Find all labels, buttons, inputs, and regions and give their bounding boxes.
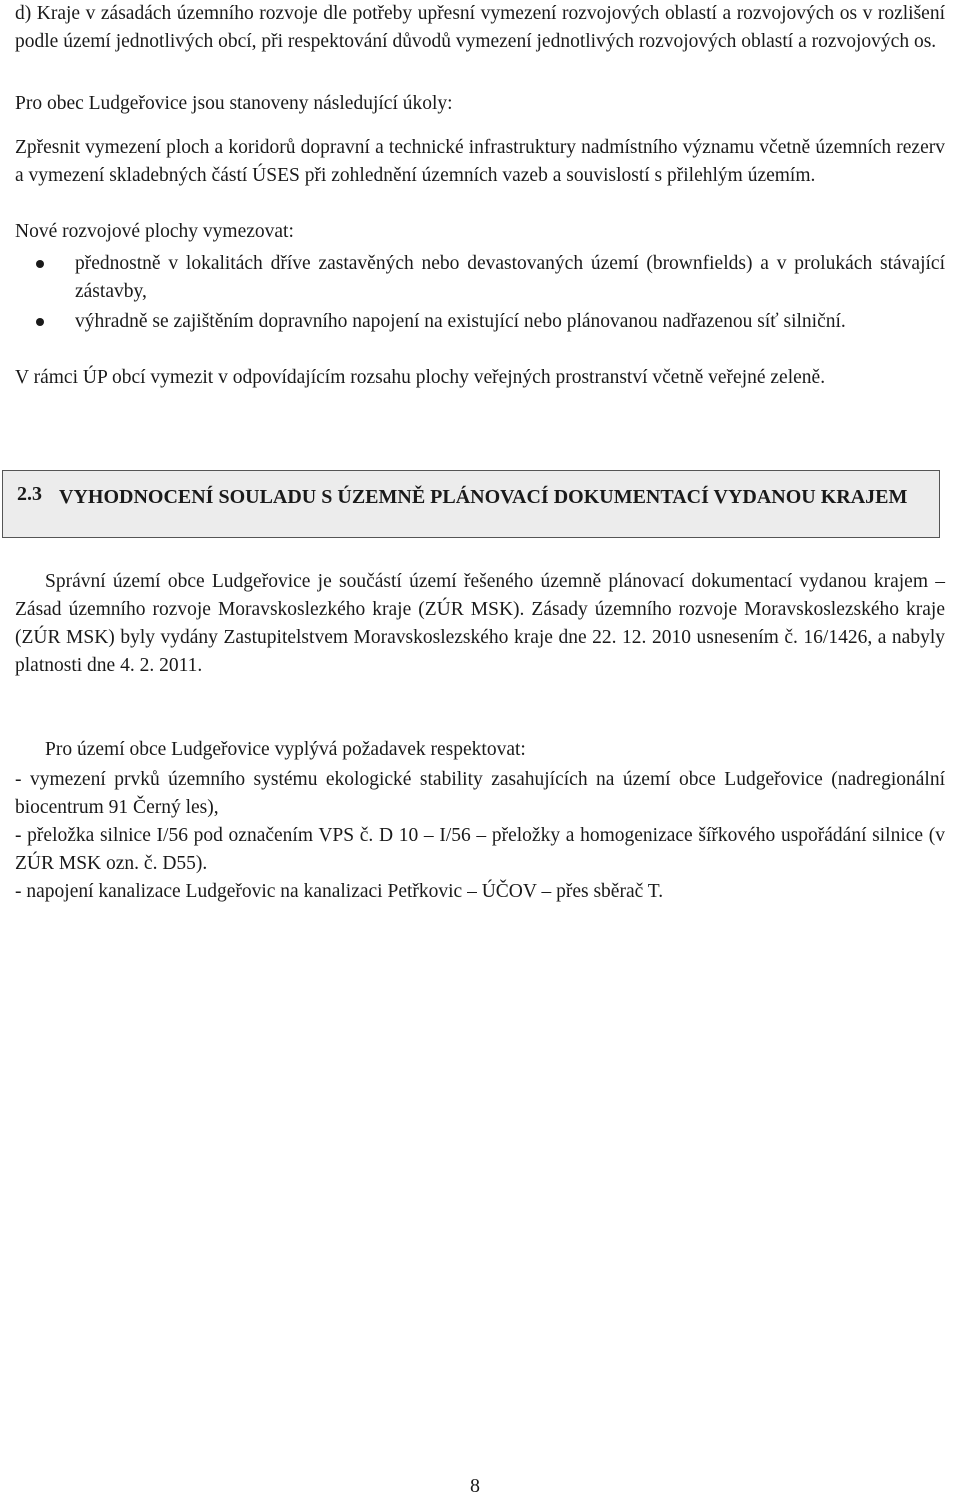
new-areas-intro-text: Nové rozvojové plochy vymezovat: [15,221,294,242]
tasks-intro [15,90,945,118]
requirements-list [15,766,945,906]
item-d-text: d) Kraje v zásadách územního rozvoje dle potřeby upřesní vymezení rozvojových oblastí a rozvojových os v rozlišení podle území jednotlivých obcí, při respektování důvodů vymezení jednotlivých rozvojových oblastí a rozvojových os. [15,3,945,52]
zur-paragraph [15,568,945,680]
page-number: 8 [470,1475,480,1497]
requirements-intro-text: Pro území obce Ludgeřovice vyplývá požadavek respektovat: [45,739,526,760]
new-areas-intro [15,218,945,246]
section-title: VYHODNOCENÍ SOULADU S ÚZEMNĚ PLÁNOVACÍ DOKUMENTACÍ VYDANOU KRAJEM [59,486,908,508]
list-item [15,308,945,336]
refine-text: Zpřesnit vymezení ploch a koridorů dopravní a technické infrastruktury nadmístního významu včetně územních rezerv a vymezení skladebných částí ÚSES při zohlednění územních vazeb a souvislostí s přilehlým územím. [15,137,945,186]
list-item: - přeložka silnice I/56 pod označením VPS č. D 10 – I/56 – přeložky a homogenizace šířkového uspořádání silnice (v ZÚR MSK ozn. č. D55). [15,825,945,874]
bullet-list [15,250,945,336]
section-number: 2.3 [17,483,42,505]
bullet-icon [36,260,44,268]
requirements-intro [15,736,945,764]
list-item [15,250,945,306]
list-item: - vymezení prvků územního systému ekologické stability zasahujících na území obce Ludgeřovice (nadregionální biocentrum 91 Černý les), [15,769,945,818]
section-heading [2,470,940,538]
public-spaces-paragraph [15,364,945,392]
zur-text: Správní území obce Ludgeřovice je součástí území řešeného územně plánovací dokumentací vydanou krajem – Zásad územního rozvoje Moravskoslezkého kraje (ZÚR MSK). Zásady územního rozvoje Moravskoslezského kraje (ZÚR MSK) byly vydány Zastupitelstvem Moravskoslezského kraje dne 22. 12. 2010 usnesením č. 16/1426, a nabyly platnosti dne 4. 2. 2011. [15,571,945,676]
bullet-text: výhradně se zajištěním dopravního napojení na existující nebo plánovanou nadřazenou síť silniční. [75,311,846,332]
refine-paragraph [15,134,945,190]
tasks-intro-text: Pro obec Ludgeřovice jsou stanoveny následující úkoly: [15,93,453,114]
bullet-text: přednostně v lokalitách dříve zastavěných nebo devastovaných území (brownfields) a v prolukách stávající zástavby, [75,253,945,302]
bullet-icon [36,318,44,326]
public-spaces-text: V rámci ÚP obcí vymezit v odpovídajícím rozsahu plochy veřejných prostranství včetně veřejné zeleně. [15,367,826,388]
item-d-paragraph [15,0,945,56]
list-item: - napojení kanalizace Ludgeřovic na kanalizaci Petřkovic – ÚČOV – přes sběrač T. [15,881,664,902]
